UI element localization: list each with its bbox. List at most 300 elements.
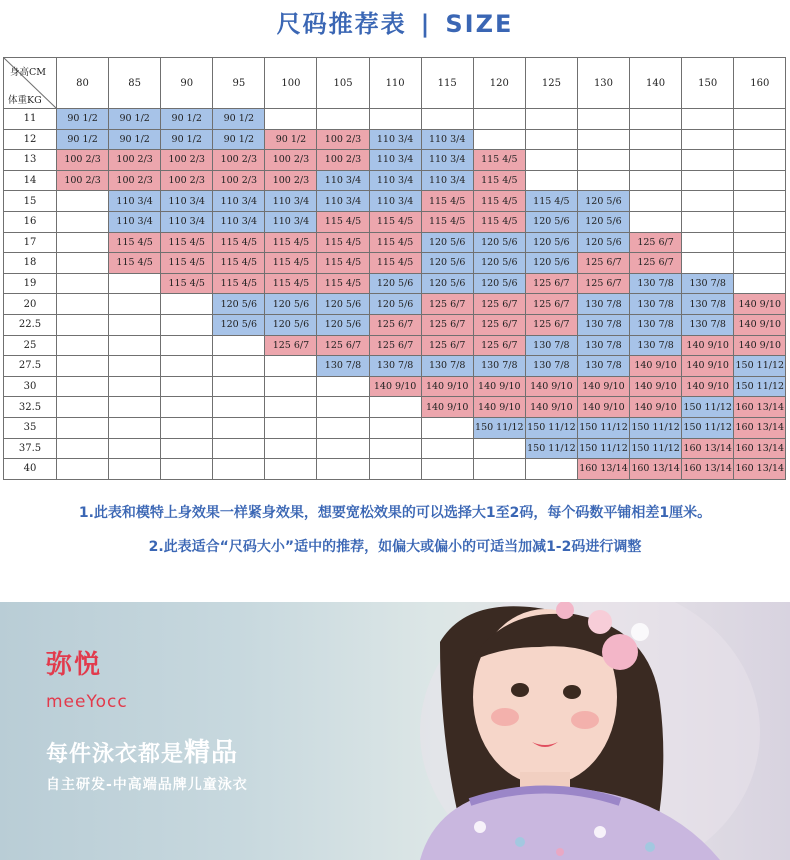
size-cell: 120 5/6	[421, 273, 473, 294]
size-cell: 130 7/8	[682, 314, 734, 335]
table-row	[4, 150, 786, 171]
height-header-cell: 120	[473, 58, 525, 109]
size-cell	[109, 294, 161, 315]
size-cell	[525, 459, 577, 480]
size-cell: 140 9/10	[577, 397, 629, 418]
size-cell: 125 6/7	[473, 294, 525, 315]
size-cell: 120 5/6	[577, 232, 629, 253]
size-cell	[525, 150, 577, 171]
weight-header-cell: 37.5	[4, 438, 57, 459]
size-cell	[630, 211, 682, 232]
size-cell: 120 5/6	[577, 191, 629, 212]
size-cell	[682, 232, 734, 253]
size-cell	[161, 438, 213, 459]
size-cell: 130 7/8	[577, 335, 629, 356]
size-cell: 150 11/12	[682, 417, 734, 438]
size-cell	[161, 294, 213, 315]
size-cell	[161, 376, 213, 397]
size-cell: 100 2/3	[265, 170, 317, 191]
size-cell: 110 3/4	[109, 211, 161, 232]
size-cell: 115 4/5	[369, 211, 421, 232]
size-cell: 90 1/2	[161, 129, 213, 150]
size-cell: 115 4/5	[265, 232, 317, 253]
size-cell: 140 9/10	[630, 356, 682, 377]
size-cell: 110 3/4	[369, 129, 421, 150]
size-cell	[577, 109, 629, 130]
size-cell: 150 11/12	[734, 376, 786, 397]
size-cell: 160 13/14	[682, 438, 734, 459]
table-row	[4, 273, 786, 294]
size-cell	[213, 459, 265, 480]
size-cell: 110 3/4	[317, 191, 369, 212]
size-cell: 115 4/5	[473, 170, 525, 191]
size-cell: 100 2/3	[109, 170, 161, 191]
size-cell: 130 7/8	[630, 335, 682, 356]
size-cell	[265, 417, 317, 438]
size-cell	[473, 438, 525, 459]
size-cell: 100 2/3	[161, 170, 213, 191]
corner-height-label: 身高CM	[10, 67, 46, 78]
size-cell: 115 4/5	[161, 253, 213, 274]
size-cell: 140 9/10	[682, 335, 734, 356]
size-cell	[369, 417, 421, 438]
size-cell: 130 7/8	[577, 356, 629, 377]
height-header-cell: 105	[317, 58, 369, 109]
size-cell: 125 6/7	[577, 273, 629, 294]
size-cell: 90 1/2	[57, 109, 109, 130]
size-cell: 90 1/2	[265, 129, 317, 150]
size-cell: 150 11/12	[473, 417, 525, 438]
table-row	[4, 109, 786, 130]
weight-header-cell: 17	[4, 232, 57, 253]
size-cell: 125 6/7	[630, 232, 682, 253]
size-cell	[265, 356, 317, 377]
size-cell	[317, 397, 369, 418]
size-cell	[473, 129, 525, 150]
height-header-cell: 110	[369, 58, 421, 109]
size-cell: 125 6/7	[473, 335, 525, 356]
table-row	[4, 232, 786, 253]
size-cell: 150 11/12	[630, 438, 682, 459]
size-cell: 140 9/10	[734, 335, 786, 356]
size-cell	[265, 459, 317, 480]
size-cell: 110 3/4	[213, 211, 265, 232]
size-cell	[57, 273, 109, 294]
size-cell: 125 6/7	[630, 253, 682, 274]
size-cell	[421, 109, 473, 130]
size-cell: 150 11/12	[682, 397, 734, 418]
size-cell	[525, 170, 577, 191]
size-cell: 110 3/4	[317, 170, 369, 191]
brand-logo-cn: 弥悦	[46, 650, 103, 680]
size-cell	[682, 191, 734, 212]
page-title	[0, 6, 790, 42]
size-cell	[57, 191, 109, 212]
weight-header-cell: 19	[4, 273, 57, 294]
size-cell: 150 11/12	[630, 417, 682, 438]
size-cell	[317, 438, 369, 459]
size-cell	[630, 129, 682, 150]
size-cell: 110 3/4	[421, 150, 473, 171]
size-cell	[161, 417, 213, 438]
size-cell: 130 7/8	[369, 356, 421, 377]
size-cell: 130 7/8	[630, 294, 682, 315]
weight-header-cell: 30	[4, 376, 57, 397]
size-cell	[57, 335, 109, 356]
size-cell	[213, 335, 265, 356]
size-cell	[630, 150, 682, 171]
size-cell: 160 13/14	[734, 417, 786, 438]
size-cell: 120 5/6	[421, 232, 473, 253]
size-cell: 120 5/6	[525, 253, 577, 274]
size-cell: 115 4/5	[213, 232, 265, 253]
size-cell	[57, 294, 109, 315]
size-cell: 125 6/7	[369, 314, 421, 335]
size-cell: 125 6/7	[421, 335, 473, 356]
height-header-cell: 140	[630, 58, 682, 109]
size-cell: 100 2/3	[161, 150, 213, 171]
banner-subtitle: 自主研发-中高端品牌儿童泳衣	[46, 777, 248, 793]
weight-header-cell: 20	[4, 294, 57, 315]
size-cell	[369, 397, 421, 418]
size-cell	[57, 397, 109, 418]
size-cell	[109, 417, 161, 438]
size-cell	[682, 170, 734, 191]
size-cell: 110 3/4	[161, 211, 213, 232]
size-cell	[734, 129, 786, 150]
size-cell	[109, 356, 161, 377]
size-cell: 140 9/10	[421, 376, 473, 397]
size-cell: 115 4/5	[161, 273, 213, 294]
size-cell: 140 9/10	[369, 376, 421, 397]
size-cell: 140 9/10	[421, 397, 473, 418]
size-cell	[109, 376, 161, 397]
size-cell	[109, 459, 161, 480]
size-cell	[577, 170, 629, 191]
note-1: 1.此表和模特上身效果一样紧身效果，想要宽松效果的可以选择大1至2码，每个码数平铺相差1厘米。	[78, 505, 712, 521]
size-cell	[57, 459, 109, 480]
height-header-cell: 130	[577, 58, 629, 109]
size-cell	[109, 335, 161, 356]
size-cell: 115 4/5	[421, 211, 473, 232]
size-cell: 110 3/4	[369, 191, 421, 212]
size-cell	[265, 109, 317, 130]
brand-banner	[0, 602, 790, 860]
size-cell	[161, 314, 213, 335]
size-cell: 130 7/8	[473, 356, 525, 377]
size-cell: 130 7/8	[577, 294, 629, 315]
size-cell	[421, 459, 473, 480]
size-cell: 130 7/8	[525, 356, 577, 377]
size-cell: 115 4/5	[421, 191, 473, 212]
size-cell	[109, 273, 161, 294]
size-cell: 120 5/6	[317, 294, 369, 315]
table-row	[4, 397, 786, 418]
size-cell	[213, 397, 265, 418]
height-header-cell: 90	[161, 58, 213, 109]
size-cell	[734, 191, 786, 212]
size-cell: 120 5/6	[525, 211, 577, 232]
size-cell: 120 5/6	[473, 253, 525, 274]
size-cell: 110 3/4	[265, 211, 317, 232]
weight-header-cell: 27.5	[4, 356, 57, 377]
size-cell: 115 4/5	[265, 253, 317, 274]
title-separator: |	[420, 10, 432, 38]
size-cell: 125 6/7	[577, 253, 629, 274]
corner-header-cell	[4, 58, 57, 109]
size-cell	[317, 109, 369, 130]
size-cell: 150 11/12	[577, 417, 629, 438]
size-cell: 110 3/4	[421, 170, 473, 191]
height-header-cell: 150	[682, 58, 734, 109]
size-cell	[213, 417, 265, 438]
height-header-cell: 85	[109, 58, 161, 109]
table-row	[4, 314, 786, 335]
size-cell	[734, 273, 786, 294]
table-row	[4, 459, 786, 480]
size-cell: 110 3/4	[369, 170, 421, 191]
size-cell	[630, 170, 682, 191]
title-cn: 尺码推荐表	[276, 10, 407, 38]
size-cell: 90 1/2	[213, 109, 265, 130]
size-cell: 130 7/8	[525, 335, 577, 356]
table-row	[4, 335, 786, 356]
size-cell: 115 4/5	[369, 232, 421, 253]
size-cell: 115 4/5	[109, 232, 161, 253]
size-cell	[369, 438, 421, 459]
weight-header-cell: 40	[4, 459, 57, 480]
size-cell	[525, 129, 577, 150]
size-cell: 140 9/10	[525, 376, 577, 397]
size-cell	[473, 109, 525, 130]
size-cell: 110 3/4	[265, 191, 317, 212]
size-cell	[57, 253, 109, 274]
size-cell	[369, 109, 421, 130]
size-cell	[682, 150, 734, 171]
table-row	[4, 253, 786, 274]
size-cell	[161, 356, 213, 377]
size-cell	[265, 438, 317, 459]
size-cell: 130 7/8	[630, 314, 682, 335]
size-cell: 120 5/6	[213, 294, 265, 315]
size-cell	[734, 109, 786, 130]
size-cell: 125 6/7	[317, 335, 369, 356]
size-cell	[109, 438, 161, 459]
size-cell: 130 7/8	[421, 356, 473, 377]
size-cell: 150 11/12	[734, 356, 786, 377]
table-row	[4, 211, 786, 232]
size-cell: 140 9/10	[734, 314, 786, 335]
table-row	[4, 191, 786, 212]
size-cell: 100 2/3	[317, 129, 369, 150]
weight-header-cell: 11	[4, 109, 57, 130]
size-cell	[265, 376, 317, 397]
size-cell: 90 1/2	[57, 129, 109, 150]
size-cell: 115 4/5	[473, 211, 525, 232]
size-cell: 120 5/6	[213, 314, 265, 335]
height-header-cell: 95	[213, 58, 265, 109]
size-cell	[213, 376, 265, 397]
size-cell	[57, 232, 109, 253]
size-cell	[369, 459, 421, 480]
size-cell	[109, 397, 161, 418]
size-cell	[682, 129, 734, 150]
weight-header-cell: 15	[4, 191, 57, 212]
size-cell	[109, 314, 161, 335]
size-cell: 130 7/8	[630, 273, 682, 294]
size-cell: 110 3/4	[161, 191, 213, 212]
size-cell	[734, 232, 786, 253]
brand-logo-en: meeYocc	[46, 692, 128, 712]
size-cell: 115 4/5	[369, 253, 421, 274]
size-cell: 120 5/6	[525, 232, 577, 253]
size-cell	[161, 335, 213, 356]
size-cell	[577, 129, 629, 150]
size-cell: 140 9/10	[525, 397, 577, 418]
size-cell: 140 9/10	[473, 397, 525, 418]
weight-header-cell: 35	[4, 417, 57, 438]
size-cell: 90 1/2	[161, 109, 213, 130]
size-cell	[682, 109, 734, 130]
size-cell: 140 9/10	[473, 376, 525, 397]
size-cell: 150 11/12	[525, 417, 577, 438]
title-en: SIZE	[445, 10, 514, 38]
size-cell	[630, 191, 682, 212]
size-cell	[57, 376, 109, 397]
size-cell: 115 4/5	[317, 211, 369, 232]
size-cell: 120 5/6	[473, 232, 525, 253]
size-cell: 160 13/14	[734, 438, 786, 459]
size-cell	[682, 253, 734, 274]
size-cell: 160 13/14	[630, 459, 682, 480]
size-cell: 140 9/10	[630, 376, 682, 397]
size-cell	[577, 150, 629, 171]
size-cell: 115 4/5	[317, 273, 369, 294]
size-cell: 120 5/6	[317, 314, 369, 335]
height-header-cell: 125	[525, 58, 577, 109]
weight-header-cell: 18	[4, 253, 57, 274]
size-cell	[421, 417, 473, 438]
size-cell: 120 5/6	[265, 294, 317, 315]
size-cell	[734, 150, 786, 171]
size-cell: 150 11/12	[577, 438, 629, 459]
size-cell: 125 6/7	[525, 294, 577, 315]
weight-header-cell: 14	[4, 170, 57, 191]
size-cell: 115 4/5	[213, 253, 265, 274]
size-cell	[57, 417, 109, 438]
slogan-text: 每件泳衣都是	[46, 742, 185, 767]
size-cell: 160 13/14	[734, 459, 786, 480]
size-cell	[161, 459, 213, 480]
size-cell: 125 6/7	[473, 314, 525, 335]
size-cell	[734, 253, 786, 274]
size-cell: 100 2/3	[109, 150, 161, 171]
size-chart-table	[3, 57, 786, 480]
size-cell: 90 1/2	[213, 129, 265, 150]
size-cell: 140 9/10	[577, 376, 629, 397]
size-cell	[630, 109, 682, 130]
height-header-cell: 100	[265, 58, 317, 109]
size-cell	[317, 376, 369, 397]
size-cell: 120 5/6	[265, 314, 317, 335]
size-cell: 100 2/3	[265, 150, 317, 171]
size-cell: 140 9/10	[682, 376, 734, 397]
size-cell	[473, 459, 525, 480]
size-cell: 115 4/5	[473, 191, 525, 212]
size-cell: 115 4/5	[161, 232, 213, 253]
table-row	[4, 356, 786, 377]
size-cell	[421, 438, 473, 459]
size-cell: 125 6/7	[525, 273, 577, 294]
size-cell: 160 13/14	[734, 397, 786, 418]
table-row	[4, 438, 786, 459]
size-cell	[161, 397, 213, 418]
table-row	[4, 417, 786, 438]
size-cell	[317, 459, 369, 480]
size-cell: 110 3/4	[369, 150, 421, 171]
size-cell: 120 5/6	[421, 253, 473, 274]
size-cell	[525, 109, 577, 130]
size-cell: 100 2/3	[213, 150, 265, 171]
weight-header-cell: 12	[4, 129, 57, 150]
size-cell: 130 7/8	[682, 273, 734, 294]
size-cell: 90 1/2	[109, 129, 161, 150]
size-cell: 115 4/5	[213, 273, 265, 294]
weight-header-cell: 13	[4, 150, 57, 171]
size-cell: 100 2/3	[57, 150, 109, 171]
size-cell: 120 5/6	[369, 294, 421, 315]
size-cell	[265, 397, 317, 418]
size-cell: 120 5/6	[577, 211, 629, 232]
size-cell	[57, 211, 109, 232]
size-cell: 120 5/6	[473, 273, 525, 294]
weight-header-cell: 22.5	[4, 314, 57, 335]
size-cell: 130 7/8	[577, 314, 629, 335]
size-cell: 120 5/6	[369, 273, 421, 294]
size-cell: 140 9/10	[734, 294, 786, 315]
size-cell: 90 1/2	[109, 109, 161, 130]
size-cell: 100 2/3	[213, 170, 265, 191]
weight-header-cell: 25	[4, 335, 57, 356]
size-cell: 115 4/5	[109, 253, 161, 274]
size-cell: 125 6/7	[525, 314, 577, 335]
size-cell	[213, 356, 265, 377]
size-cell: 125 6/7	[421, 294, 473, 315]
size-cell	[734, 170, 786, 191]
size-cell: 115 4/5	[265, 273, 317, 294]
note-2: 2.此表适合“尺码大小”适中的推荐，如偏大或偏小的可适当加减1-2码进行调整	[148, 539, 642, 555]
corner-weight-label: 体重KG	[8, 95, 42, 106]
size-cell	[317, 417, 369, 438]
size-cell: 125 6/7	[369, 335, 421, 356]
size-cell: 140 9/10	[630, 397, 682, 418]
size-cell: 130 7/8	[682, 294, 734, 315]
size-cell	[57, 314, 109, 335]
size-cell: 125 6/7	[265, 335, 317, 356]
size-cell: 115 4/5	[473, 150, 525, 171]
table-row	[4, 170, 786, 191]
size-cell: 115 4/5	[525, 191, 577, 212]
size-cell: 130 7/8	[317, 356, 369, 377]
height-header-cell: 80	[57, 58, 109, 109]
size-cell	[57, 356, 109, 377]
size-cell: 125 6/7	[421, 314, 473, 335]
height-header-cell: 115	[421, 58, 473, 109]
size-cell: 140 9/10	[682, 356, 734, 377]
size-cell: 150 11/12	[525, 438, 577, 459]
size-cell: 110 3/4	[109, 191, 161, 212]
size-cell: 110 3/4	[213, 191, 265, 212]
